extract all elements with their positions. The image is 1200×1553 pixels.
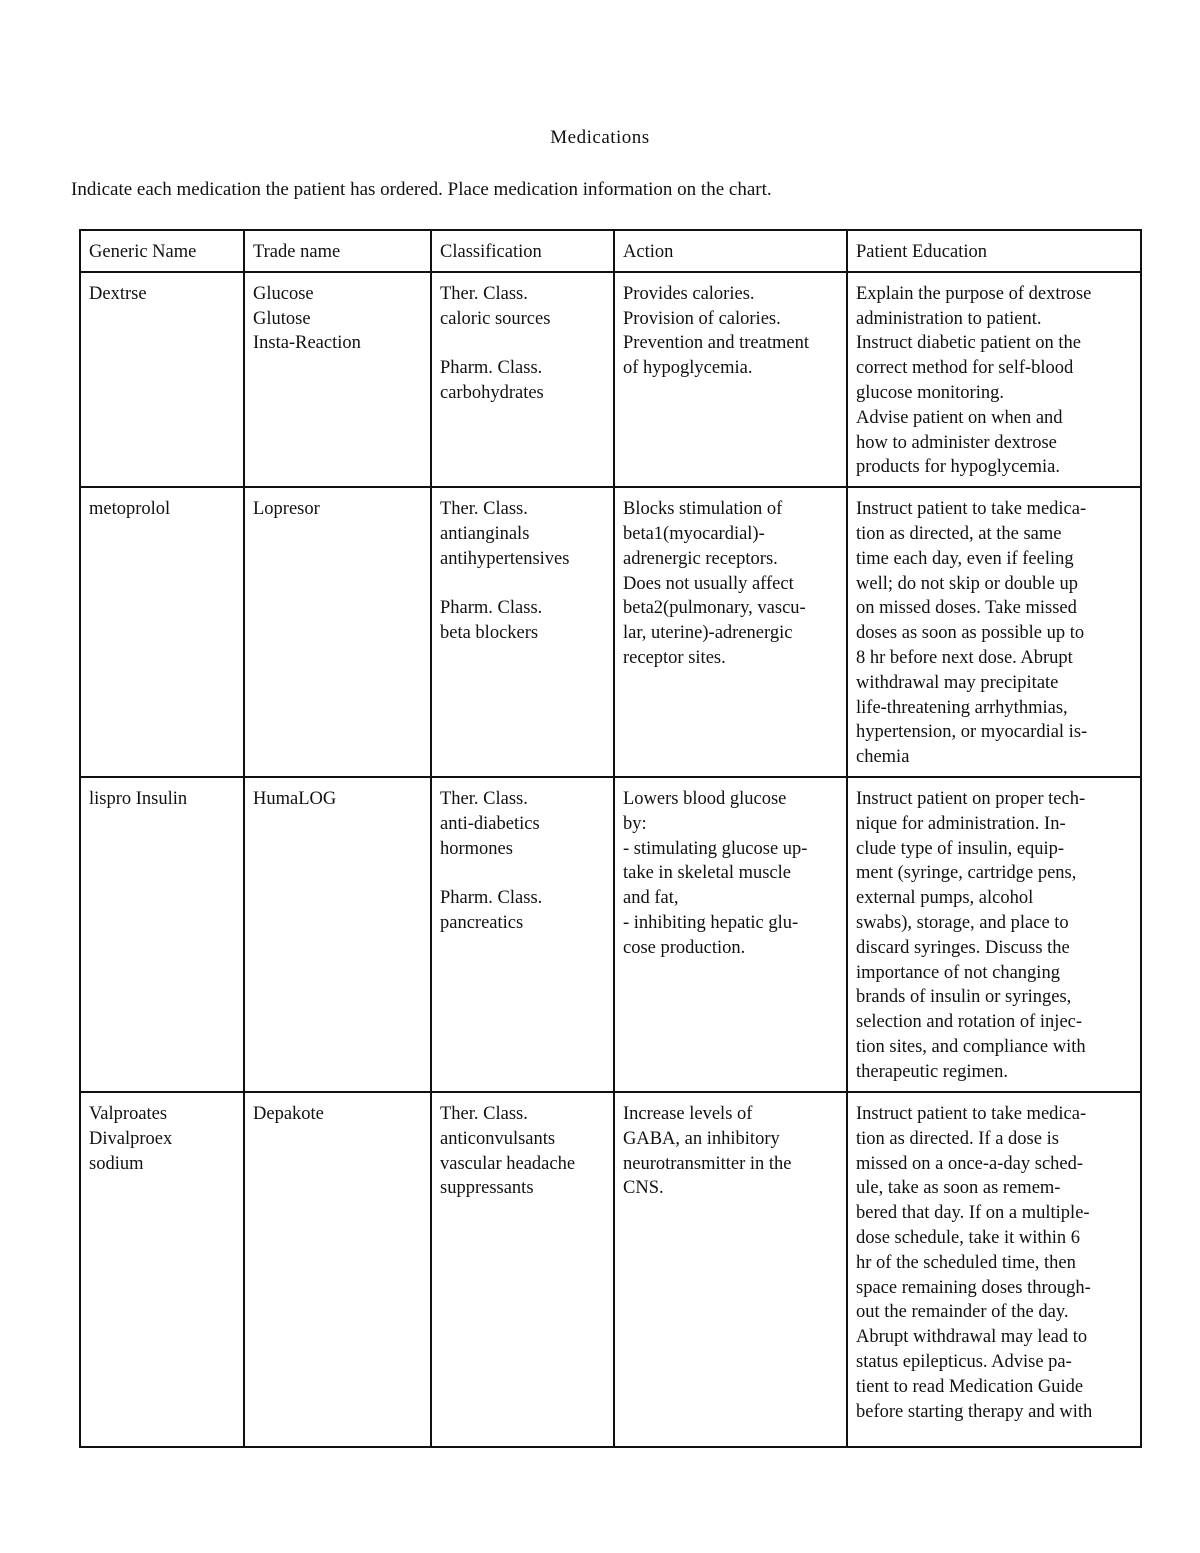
- cell-trade-name: [244, 487, 431, 777]
- cell-classification: [431, 1092, 614, 1447]
- cell-text-line: Ther. Class.: [440, 1103, 528, 1124]
- cell-text-line: products for hypoglycemia.: [856, 457, 1060, 478]
- header-classification: Classification: [431, 230, 614, 272]
- cell-text-line: ule, take as soon as remem-: [856, 1178, 1061, 1199]
- cell-generic-name: [80, 272, 244, 487]
- header-generic-name: Generic Name: [80, 230, 244, 272]
- cell-text-line: importance of not changing: [856, 962, 1060, 983]
- cell-text-line: vascular headache: [440, 1153, 576, 1174]
- cell-text-line: dose schedule, take it within 6: [856, 1227, 1081, 1248]
- cell-text-line: adrenergic receptors.: [623, 548, 778, 569]
- cell-text-line: pancreatics: [440, 912, 524, 933]
- cell-text-line: Explain the purpose of dextrose: [856, 283, 1092, 304]
- cell-text-line: take in skeletal muscle: [623, 863, 791, 884]
- cell-text-line: Blocks stimulation of: [623, 499, 783, 520]
- cell-action: [614, 1092, 847, 1447]
- cell-text-line: glucose monitoring.: [856, 382, 1004, 403]
- cell-text-line: neurotransmitter in the: [623, 1153, 792, 1174]
- cell-generic-name: [80, 1092, 244, 1447]
- cell-text-line: Instruct diabetic patient on the: [856, 333, 1082, 354]
- cell-text-line: Ther. Class.: [440, 283, 528, 304]
- cell-text-line: [440, 861, 605, 886]
- cell-text-line: [440, 572, 605, 597]
- cell-text-line: GABA, an inhibitory: [623, 1128, 780, 1149]
- cell-patient-education: [847, 272, 1141, 487]
- header-trade-name: Trade name: [244, 230, 431, 272]
- cell-text-line: out the remainder of the day.: [856, 1302, 1069, 1323]
- cell-text-line: therapeutic regimen.: [856, 1061, 1009, 1082]
- cell-text-line: CNS.: [623, 1178, 664, 1199]
- cell-text-line: beta1(myocardial)-: [623, 523, 765, 544]
- cell-patient-education: [847, 1092, 1141, 1447]
- cell-text-line: - inhibiting hepatic glu-: [623, 912, 799, 933]
- cell-text-line: suppressants: [440, 1178, 534, 1199]
- table-row: [80, 272, 1141, 487]
- cell-text-line: Insta-Reaction: [253, 333, 361, 354]
- cell-text-line: status epilepticus. Advise pa-: [856, 1351, 1072, 1372]
- cell-text-line: lispro Insulin: [89, 788, 188, 809]
- cell-text-line: well; do not skip or double up: [856, 573, 1078, 594]
- cell-text-line: selection and rotation of injec-: [856, 1012, 1083, 1033]
- cell-trade-name: [244, 272, 431, 487]
- cell-text-line: [440, 331, 605, 356]
- table-row: [80, 777, 1141, 1092]
- cell-text-line: space remaining doses through-: [856, 1277, 1091, 1298]
- cell-text-line: before starting therapy and with: [856, 1401, 1093, 1422]
- cell-text-line: antianginals: [440, 523, 530, 544]
- cell-text-line: Abrupt withdrawal may lead to: [856, 1327, 1088, 1348]
- cell-text-line: life-threatening arrhythmias,: [856, 697, 1068, 718]
- cell-text-line: lar, uterine)-adrenergic: [623, 623, 793, 644]
- cell-classification: [431, 487, 614, 777]
- table-header-row: [80, 230, 1141, 272]
- cell-text-line: doses as soon as possible up to: [856, 623, 1085, 644]
- cell-text-line: Advise patient on when and: [856, 407, 1063, 428]
- cell-text-line: Glucose: [253, 283, 314, 304]
- cell-generic-name: [80, 487, 244, 777]
- cell-text-line: how to administer dextrose: [856, 432, 1057, 453]
- cell-text-line: Valproates: [89, 1103, 168, 1124]
- cell-text-line: tient to read Medication Guide: [856, 1376, 1084, 1397]
- cell-text-line: 8 hr before next dose. Abrupt: [856, 647, 1073, 668]
- header-action: Action: [614, 230, 847, 272]
- cell-text-line: bered that day. If on a multiple-: [856, 1203, 1090, 1224]
- cell-text-line: receptor sites.: [623, 647, 726, 668]
- cell-action: [614, 777, 847, 1092]
- cell-text-line: Pharm. Class.: [440, 598, 543, 619]
- cell-text-line: Does not usually affect: [623, 573, 794, 594]
- cell-text-line: Provides calories.: [623, 283, 755, 304]
- cell-text-line: Provision of calories.: [623, 308, 781, 329]
- cell-text-line: Glutose: [253, 308, 311, 329]
- page-title: Medications: [550, 127, 650, 148]
- cell-action: [614, 487, 847, 777]
- cell-text-line: time each day, even if feeling: [856, 548, 1074, 569]
- cell-text-line: Dextrse: [89, 283, 147, 304]
- cell-text-line: Increase levels of: [623, 1103, 753, 1124]
- header-patient-education: Patient Education: [847, 230, 1141, 272]
- cell-text-line: and fat,: [623, 888, 679, 909]
- cell-text-line: Instruct patient to take medica-: [856, 1103, 1087, 1124]
- cell-text-line: hypertension, or myocardial is-: [856, 722, 1088, 743]
- cell-text-line: Divalproex: [89, 1128, 173, 1149]
- cell-text-line: Ther. Class.: [440, 499, 528, 520]
- cell-text-line: discard syringes. Discuss the: [856, 937, 1070, 958]
- cell-trade-name: [244, 1092, 431, 1447]
- cell-text-line: tion sites, and compliance with: [856, 1036, 1086, 1057]
- cell-generic-name: [80, 777, 244, 1092]
- medication-table: [79, 229, 1142, 1448]
- cell-text-line: external pumps, alcohol: [856, 888, 1034, 909]
- cell-text-line: Prevention and treatment: [623, 333, 809, 354]
- cell-text-line: swabs), storage, and place to: [856, 912, 1069, 933]
- cell-text-line: sodium: [89, 1153, 144, 1174]
- cell-text-line: nique for administration. In-: [856, 813, 1066, 834]
- cell-text-line: Pharm. Class.: [440, 358, 543, 379]
- cell-text-line: of hypoglycemia.: [623, 358, 753, 379]
- cell-text-line: hr of the scheduled time, then: [856, 1252, 1076, 1273]
- cell-text-line: Instruct patient on proper tech-: [856, 788, 1086, 809]
- cell-text-line: Lowers blood glucose: [623, 788, 787, 809]
- cell-text-line: on missed doses. Take missed: [856, 598, 1077, 619]
- cell-text-line: clude type of insulin, equip-: [856, 838, 1065, 859]
- cell-text-line: anti-diabetics: [440, 813, 540, 834]
- cell-text-line: tion as directed, at the same: [856, 523, 1062, 544]
- cell-text-line: beta blockers: [440, 623, 539, 644]
- cell-text-line: by:: [623, 813, 647, 834]
- cell-text-line: ment (syringe, cartridge pens,: [856, 863, 1077, 884]
- cell-text-line: carbohydrates: [440, 382, 544, 403]
- cell-trade-name: [244, 777, 431, 1092]
- cell-text-line: correct method for self-blood: [856, 358, 1074, 379]
- cell-text-line: missed on a once-a-day sched-: [856, 1153, 1084, 1174]
- cell-text-line: brands of insulin or syringes,: [856, 987, 1072, 1008]
- cell-patient-education: [847, 487, 1141, 777]
- cell-text-line: Pharm. Class.: [440, 888, 543, 909]
- cell-text-line: administration to patient.: [856, 308, 1042, 329]
- cell-classification: [431, 272, 614, 487]
- cell-text-line: hormones: [440, 838, 513, 859]
- cell-text-line: HumaLOG: [253, 788, 337, 809]
- cell-text-line: beta2(pulmonary, vascu-: [623, 598, 806, 619]
- table-row: [80, 487, 1141, 777]
- cell-classification: [431, 777, 614, 1092]
- cell-text-line: cose production.: [623, 937, 746, 958]
- cell-text-line: Ther. Class.: [440, 788, 528, 809]
- cell-text-line: antihypertensives: [440, 548, 570, 569]
- cell-text-line: chemia: [856, 747, 910, 768]
- cell-text-line: tion as directed. If a dose is: [856, 1128, 1059, 1149]
- cell-text-line: Instruct patient to take medica-: [856, 499, 1087, 520]
- cell-text-line: anticonvulsants: [440, 1128, 556, 1149]
- cell-patient-education: [847, 777, 1141, 1092]
- instructions-text: Indicate each medication the patient has ordered. Place medication information on the chart.: [71, 179, 772, 200]
- cell-text-line: - stimulating glucose up-: [623, 838, 808, 859]
- cell-action: [614, 272, 847, 487]
- cell-text-line: metoprolol: [89, 499, 171, 520]
- cell-text-line: withdrawal may precipitate: [856, 672, 1059, 693]
- cell-text-line: Lopresor: [253, 499, 320, 520]
- table-row: [80, 1092, 1141, 1447]
- cell-text-line: caloric sources: [440, 308, 551, 329]
- cell-text-line: Depakote: [253, 1103, 324, 1124]
